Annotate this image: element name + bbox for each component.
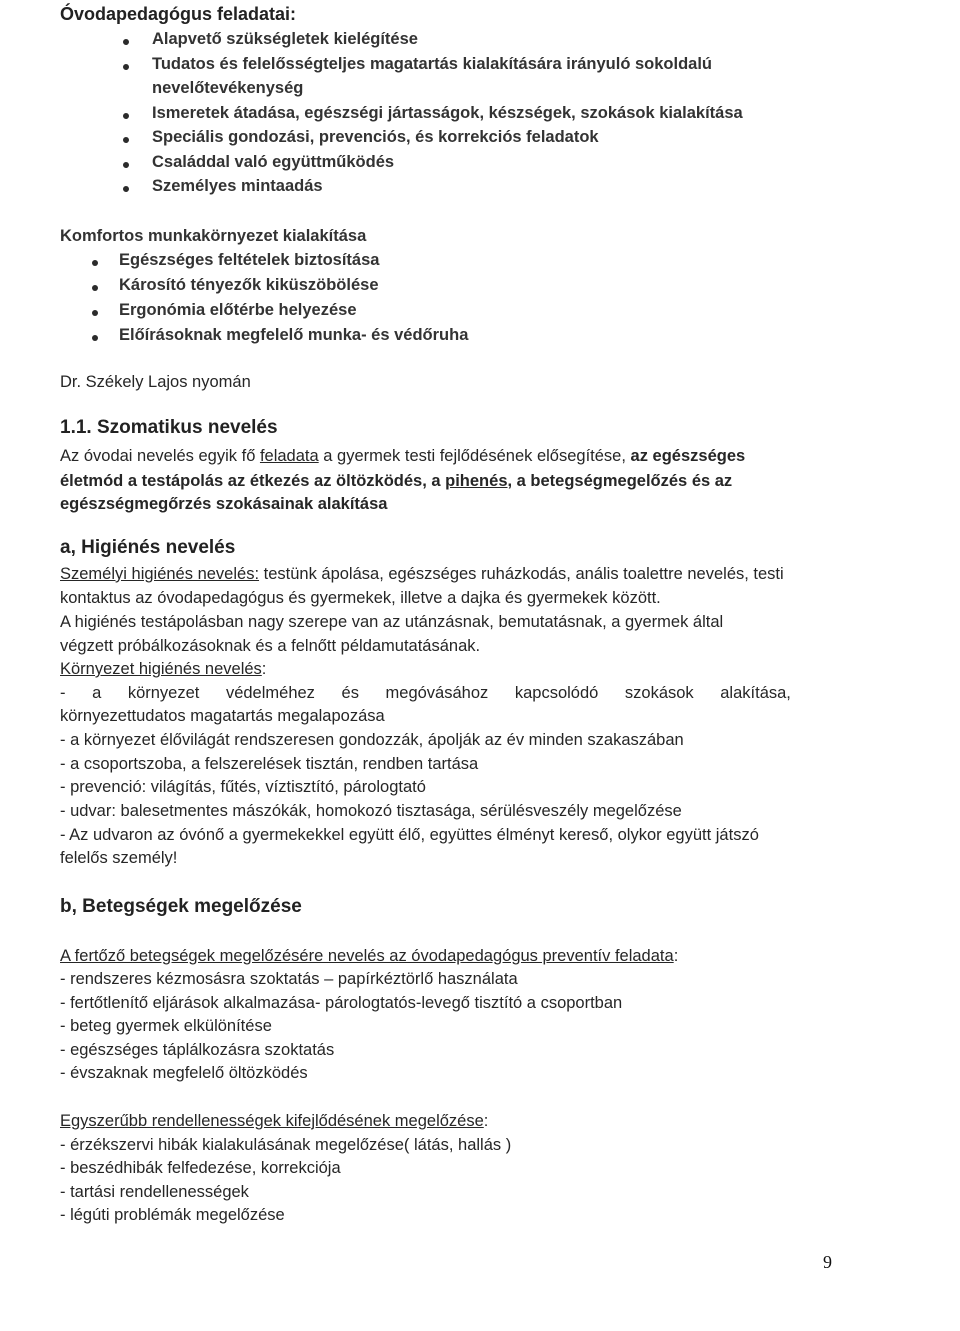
env-item: - prevenció: világítás, fűtés, víztisztító, párologtató xyxy=(60,778,426,796)
bullet-icon xyxy=(123,162,129,168)
bullet-icon xyxy=(123,113,129,119)
env-item-continued: környezettudatos magatartás megalapozása xyxy=(60,707,385,725)
bullet-icon xyxy=(92,335,98,341)
page-number: 9 xyxy=(823,1252,832,1272)
dev-item: - érzékszervi hibák kialakulásának megelőzése( látás, hallás ) xyxy=(60,1136,512,1154)
bullet-icon xyxy=(92,310,98,316)
somatic-line-2: életmód a testápolás az étkezés az öltözködés, a pihenés, a betegségmegelőzés és az xyxy=(60,472,733,490)
workenv-item: Károsító tényezők kiküszöbölése xyxy=(119,276,379,294)
workenv-item: Ergonómia előtérbe helyezése xyxy=(119,301,357,319)
bullet-icon xyxy=(123,64,129,70)
somatic-line-3: egészségmegőrzés szokásainak alakítása xyxy=(60,495,388,513)
dev-item: - tartási rendellenességek xyxy=(60,1183,249,1201)
hygiene-p1-line2: kontaktus az óvodapedagógus és gyermekek, illetve a dajka és gyermekek között. xyxy=(60,589,661,607)
somatic-line-1: Az óvodai nevelés egyik fő feladata a gyermek testi fejlődésének elősegítése, az egészséges xyxy=(60,447,746,465)
duty-item: Tudatos és felelősségteljes magatartás kialakítására irányuló sokoldalú xyxy=(152,55,713,73)
infect-item: - egészséges táplálkozásra szoktatás xyxy=(60,1041,335,1059)
env-hygiene-heading: Környezet higiénés nevelés: xyxy=(60,660,267,678)
section-title-disease: b, Betegségek megelőzése xyxy=(60,896,302,917)
section-title-hygiene: a, Higiénés nevelés xyxy=(60,537,236,558)
env-item: - a csoportszoba, a felszerelések tisztán, rendben tartása xyxy=(60,755,479,773)
infect-item: - rendszeres kézmosásra szoktatás – papírkéztörlő használata xyxy=(60,970,518,988)
duty-item: Személyes mintaadás xyxy=(152,177,323,195)
bullet-icon xyxy=(92,285,98,291)
duty-item: Családdal való együttműködés xyxy=(152,153,395,171)
env-item: - udvar: balesetmentes mászókák, homokozó tisztasága, sérülésveszély megelőzése xyxy=(60,802,682,820)
bullet-icon xyxy=(123,137,129,143)
bullet-icon xyxy=(123,186,129,192)
dev-heading: Egyszerűbb rendellenességek kifejlődésének megelőzése: xyxy=(60,1112,489,1130)
env-item: - a környezet élővilágát rendszeresen gondozzák, ápolják az év minden szakaszában xyxy=(60,731,684,749)
duty-item-continued: nevelőtevékenység xyxy=(152,79,304,97)
infect-item: - beteg gyermek elkülönítése xyxy=(60,1017,272,1035)
section-title-somatic: 1.1. Szomatikus nevelés xyxy=(60,417,278,438)
hygiene-p2-line2: végzett próbálkozásoknak és a felnőtt példamutatásának. xyxy=(60,637,481,655)
env-item: - Az udvaron az óvónő a gyermekekkel együtt élő, együttes élményt kereső, olykor együtt játszó xyxy=(60,826,759,844)
workenv-heading: Komfortos munkakörnyezet kialakítása xyxy=(60,227,367,245)
infect-item: - fertőtlenítő eljárások alkalmazása- párologtatós-levegő tisztító a csoportban xyxy=(60,994,623,1012)
dev-item: - beszédhibák felfedezése, korrekciója xyxy=(60,1159,341,1177)
dev-item: - légúti problémák megelőzése xyxy=(60,1206,285,1224)
env-item: - a környezet védelméhez és megóvásához kapcsolódó szokások alakítása, xyxy=(60,684,791,702)
source-note: Dr. Székely Lajos nyomán xyxy=(60,373,251,391)
hygiene-p1-line1: Személyi higiénés nevelés: testünk ápolása, egészséges ruházkodás, anális toalettre nevelés, testi xyxy=(60,565,784,583)
duty-item: Ismeretek átadása, egészségi jártasságok, készségek, szokások kialakítása xyxy=(152,104,743,122)
infect-item: - évszaknak megfelelő öltözködés xyxy=(60,1064,308,1082)
duties-heading: Óvodapedagógus feladatai: xyxy=(60,4,297,24)
bullet-icon xyxy=(123,39,129,45)
duty-item: Speciális gondozási, prevenciós, és korrekciós feladatok xyxy=(152,128,599,146)
bullet-icon xyxy=(92,260,98,266)
env-item-continued: felelős személy! xyxy=(60,849,178,867)
workenv-item: Előírásoknak megfelelő munka- és védőruha xyxy=(119,326,469,344)
hygiene-p2-line1: A higiénés testápolásban nagy szerepe van az utánzásnak, bemutatásnak, a gyermek által xyxy=(60,613,724,631)
duty-item: Alapvető szükségletek kielégítése xyxy=(152,30,418,48)
infect-heading: A fertőző betegségek megelőzésére nevelés az óvodapedagógus preventív feladata: xyxy=(60,947,679,965)
workenv-item: Egészséges feltételek biztosítása xyxy=(119,251,380,269)
